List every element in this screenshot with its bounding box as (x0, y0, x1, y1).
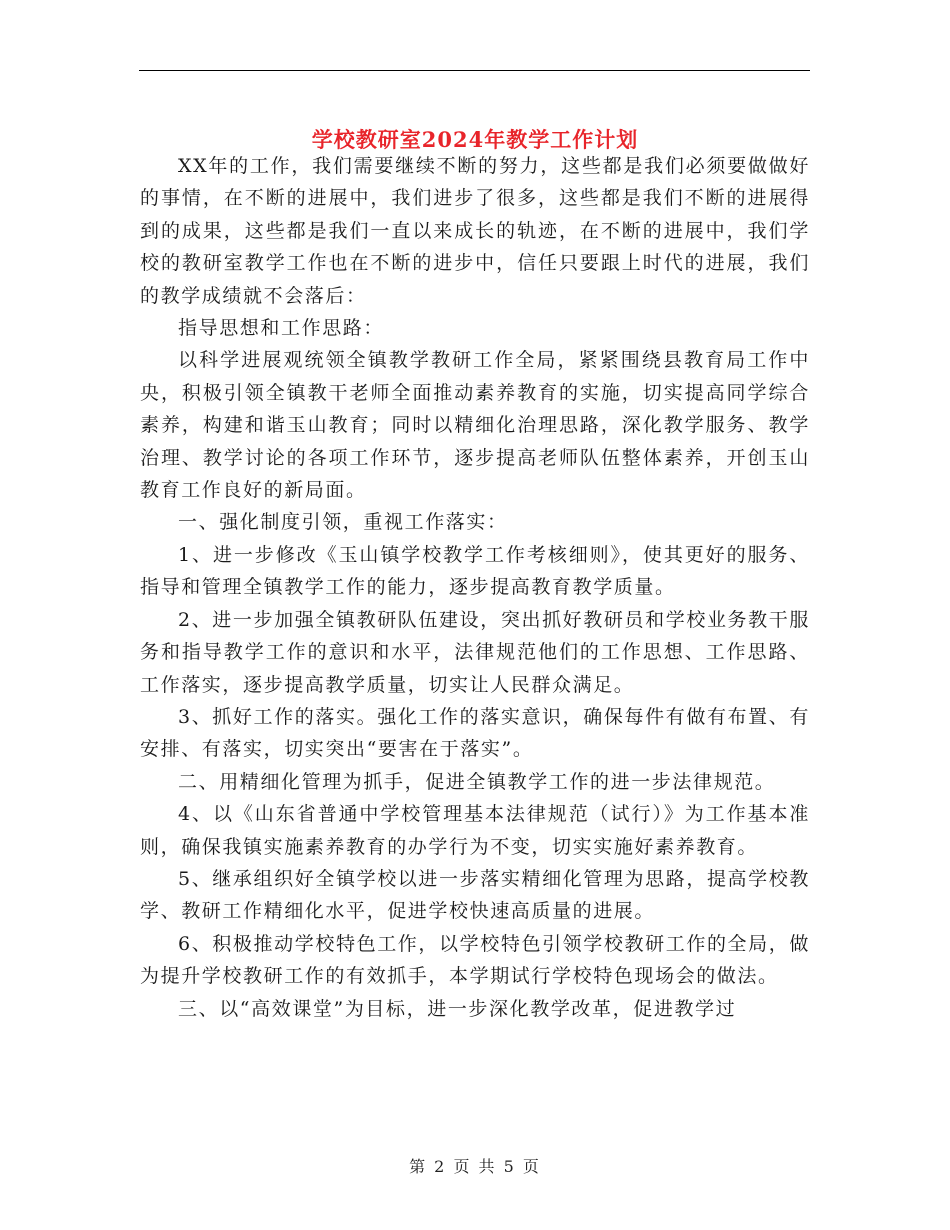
document-body (140, 150, 810, 1025)
section-heading-2: 二、用精细化管理为抓手，促进全镇教学工作的进一步法律规范。 (178, 770, 776, 793)
paragraph-guiding-heading: 指导思想和工作思路： (178, 317, 385, 340)
paragraph-item-5: 5、继承组织好全镇学校以进一步落实精细化管理为思路，提高学校教学、教研工作精细化水平，促进学校快速高质量的进展。 (140, 867, 810, 923)
section-heading-1: 一、强化制度引领，重视工作落实： (178, 511, 508, 534)
paragraph-intro: XX年的工作，我们需要继续不断的努力，这些都是我们必须要做做好的事情，在不断的进展中，我们进步了很多，这些都是我们不断的进展得到的成果，这些都是我们一直以来成长的轨迹，在不断的进展中，我们学校的教研室教学工作也在不断的进步中，信任只要跟上时代的进展，我们的教学成绩就不会落后： (140, 155, 810, 307)
header-rule (139, 70, 810, 71)
paragraph-item-3: 3、抓好工作的落实。强化工作的落实意识，确保每件有做有布置、有安排、有落实，切实突出“要害在于落实”。 (140, 705, 810, 761)
section-heading-3: 三、以“高效课堂”为目标，进一步深化教学改革，促进教学过 (178, 997, 737, 1020)
paragraph-guiding-thought: 以科学进展观统领全镇教学教研工作全局，紧紧围绕县教育局工作中央，积极引领全镇教干老师全面推动素养教育的实施，切实提高同学综合素养，构建和谐玉山教育；同时以精细化治理思路，深化教学服务、教学治理、教学讨论的各项工作环节，逐步提高老师队伍整体素养，开创玉山教育工作良好的新局面。 (140, 349, 810, 502)
paragraph-item-2: 2、进一步加强全镇教研队伍建设，突出抓好教研员和学校业务教干服务和指导教学工作的意识和水平，法律规范他们的工作思想、工作思路、工作落实，逐步提高教学质量，切实让人民群众满足。 (140, 608, 810, 696)
paragraph-item-1: 1、进一步修改《玉山镇学校教学工作考核细则》，使其更好的服务、指导和管理全镇教学工作的能力，逐步提高教育教学质量。 (140, 543, 810, 599)
document-title: 学校教研室2024年教学工作计划 (311, 127, 639, 153)
page-number-footer: 第 2 页 共 5 页 (409, 1157, 541, 1176)
paragraph-item-4: 4、以《山东省普通中学校管理基本法律规范（试行）》为工作基本准则，确保我镇实施素养教育的办学行为不变，切实实施好素养教育。 (140, 803, 810, 858)
paragraph-item-6: 6、积极推动学校特色工作，以学校特色引领学校教研工作的全局，做为提升学校教研工作的有效抓手，本学期试行学校特色现场会的做法。 (140, 932, 810, 988)
